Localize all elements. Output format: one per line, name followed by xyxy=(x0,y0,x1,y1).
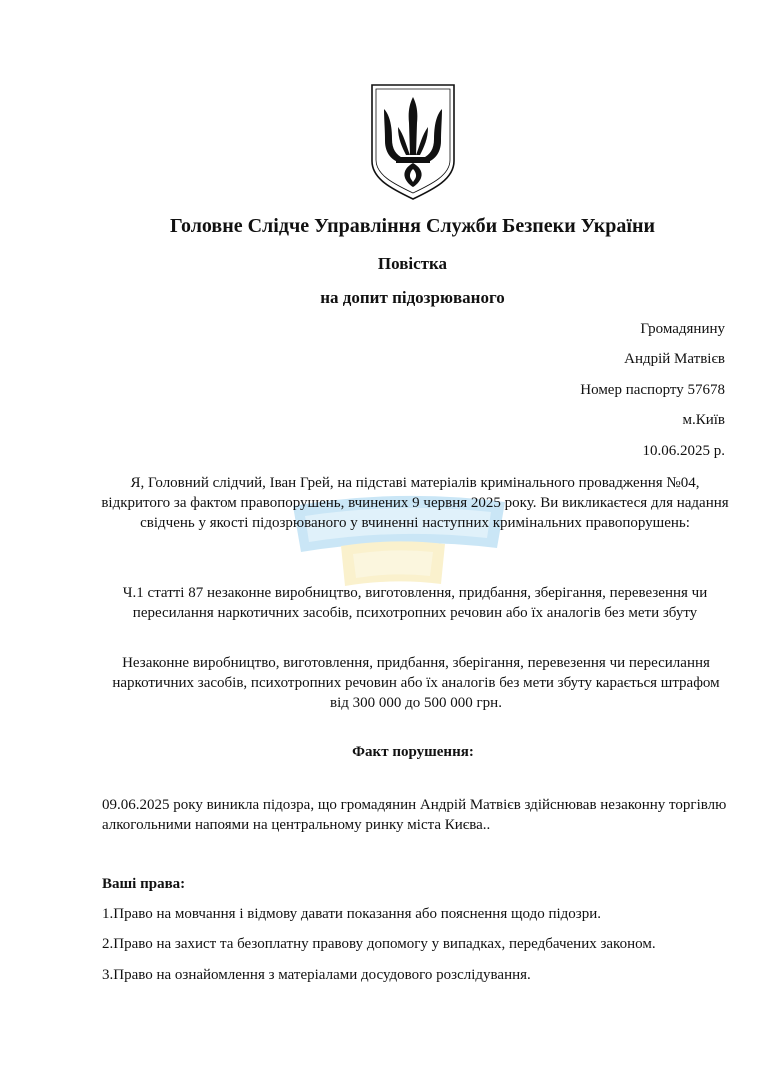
addressee-name: Андрій Матвієв xyxy=(624,351,725,367)
violation-heading: Факт порушення: xyxy=(352,744,474,760)
document-date: 10.06.2025 р. xyxy=(642,443,725,459)
ukraine-trident-coat-of-arms-icon xyxy=(370,83,456,201)
addressee-city: м.Київ xyxy=(682,412,725,428)
penalty-paragraph: Незаконне виробництво, виготовлення, придбання, зберігання, перевезення чи пересилання наркотичних засобів, психотропних речовин або їх аналогів без мети збуту карається штрафом від 300 000 до 500 000 грн. xyxy=(112,655,720,711)
organization-title: Головне Слідче Управління Служби Безпеки України xyxy=(169,215,656,237)
article-paragraph: Ч.1 статті 87 незаконне виробництво, виготовлення, придбання, зберігання, перевезення чи пересилання наркотичних засобів, психотропних речовин або їх аналогів без мети збуту xyxy=(122,585,708,621)
rights-item: 3.Право на ознайомлення з матеріалами досудового розслідування. xyxy=(102,967,531,983)
document-title: Повістка xyxy=(377,254,448,273)
document-subtitle: на допит підозрюваного xyxy=(320,288,505,307)
rights-item: 2.Право на захист та безоплатну правову допомогу у випадках, передбачених законом. xyxy=(102,936,656,952)
addressee-salutation: Громадянину xyxy=(640,321,725,337)
violation-text: 09.06.2025 року виникла підозра, що громадянин Андрій Матвієв здійснював незаконну торгівлю алкогольними напоями на центральному ринку міста Києва.. xyxy=(102,797,727,833)
intro-paragraph: Я, Головний слідчий, Іван Грей, на підставі матеріалів кримінального провадження №04, відкритого за фактом правопорушень, вчинених 9 червня 2025 року. Ви викликаєтеся для надання свідчень у якості підозрюваного у вчиненні наступних кримінальних правопорушень: xyxy=(101,475,729,531)
addressee-passport: Номер паспорту 57678 xyxy=(580,382,725,398)
rights-heading: Ваші права: xyxy=(102,876,186,892)
rights-item: 1.Право на мовчання і відмову давати показання або пояснення щодо підозри. xyxy=(102,906,601,922)
